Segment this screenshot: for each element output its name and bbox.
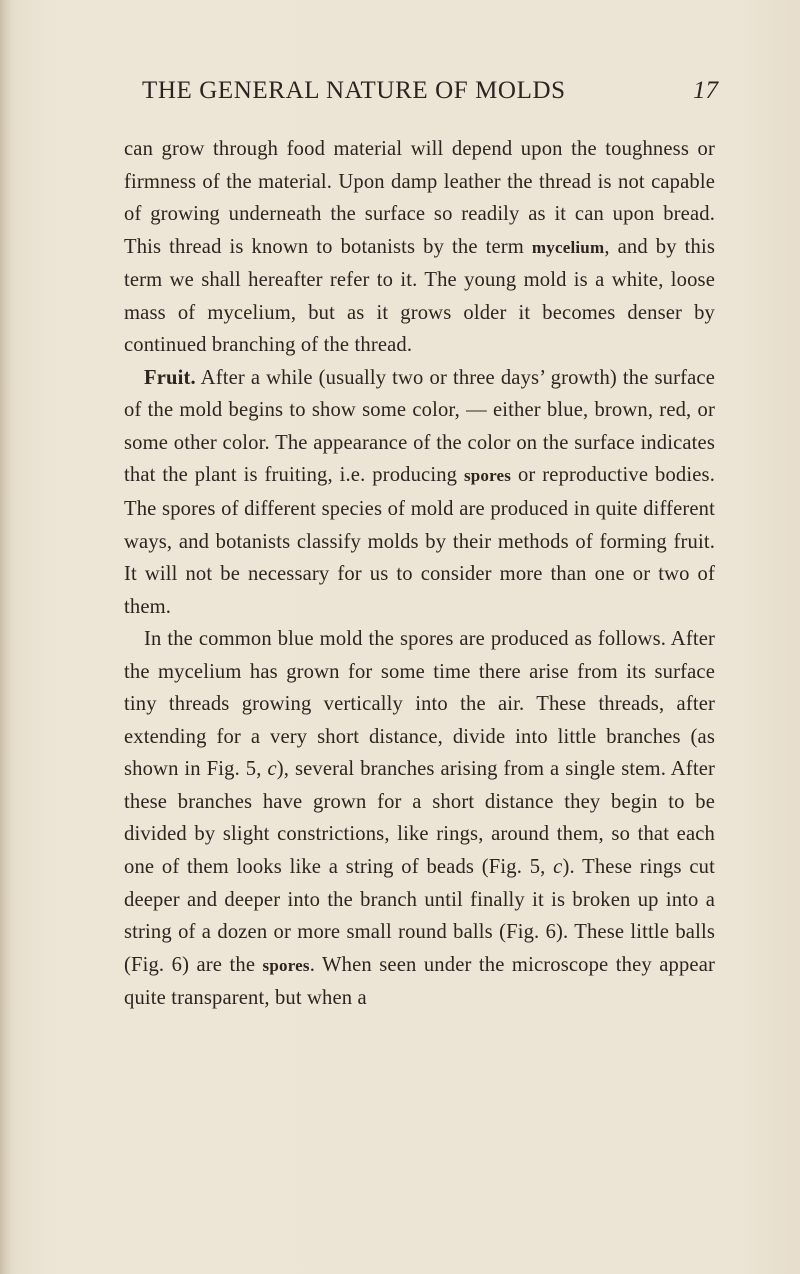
page-header [142, 74, 718, 108]
page-number: 17 [693, 77, 718, 104]
paragraph-3 [124, 623, 715, 1015]
side-head-fruit: Fruit. [144, 366, 196, 389]
paragraph-3-text-d: . When seen under the microscope they appear quite transparent, but when a [124, 953, 716, 1010]
running-head: THE GENERAL NATURE OF MOLDS [142, 77, 566, 104]
paragraph-2-text-a: After a while (usually two or three days’ growth) the surface of the mold begins to show some color, — either blue, brown, red, or some other color. The appearance of the color on the surface indicates that the plant is fruiting, i.e. producing [124, 366, 715, 487]
paragraph-2 [124, 362, 715, 623]
term-mycelium: mycelium [531, 237, 605, 257]
page-gutter-shadow [0, 0, 12, 1274]
figure-ref-c-2: c [553, 856, 563, 879]
paragraph-2-text-b: or reproductive bodies. The spores of different species of mold are produced in quite different ways, and botanists classify molds by their methods of forming fruit. It will not be necessary for us to consider more than one or two of them. [124, 464, 715, 618]
term-spores: spores [463, 466, 512, 486]
paragraph-1-text-b: , and by this term we shall hereafter refer to it. The young mold is a white, loose mass of mycelium, but as it grows older it becomes denser by continued branching of the thread. [124, 235, 715, 357]
paragraph-1 [124, 133, 715, 362]
body-text [124, 133, 715, 1015]
paragraph-1-text-a: can grow through food material will depend upon the toughness or firmness of the material. Upon damp leather the thread is not capable of growing underneath the surface so readily as it can upon bread. This thread is known to botanists by the term [124, 138, 715, 258]
paragraph-3-text-c: ). These rings cut deeper and deeper into the branch until finally it is broken up into a string of a dozen or more small round balls (Fig. 6). These little balls (Fig. 6) are the [124, 856, 715, 976]
paragraph-3-text-a: In the common blue mold the spores are produced as follows. After the mycelium has grown for some time there arise from its surface tiny threads growing vertically into the air. These threads, after extending for a very short distance, divide into little branches (as shown in Fig. 5, [124, 628, 715, 781]
figure-ref-c-1: c [267, 758, 277, 781]
paragraph-3-text-b: ), several branches arising from a single stem. After these branches have grown for a short distance they begin to be divided by slight constrictions, like rings, around them, so that each one of them looks like a string of beads (Fig. 5, [124, 758, 715, 879]
term-spores-2: spores [262, 955, 310, 975]
